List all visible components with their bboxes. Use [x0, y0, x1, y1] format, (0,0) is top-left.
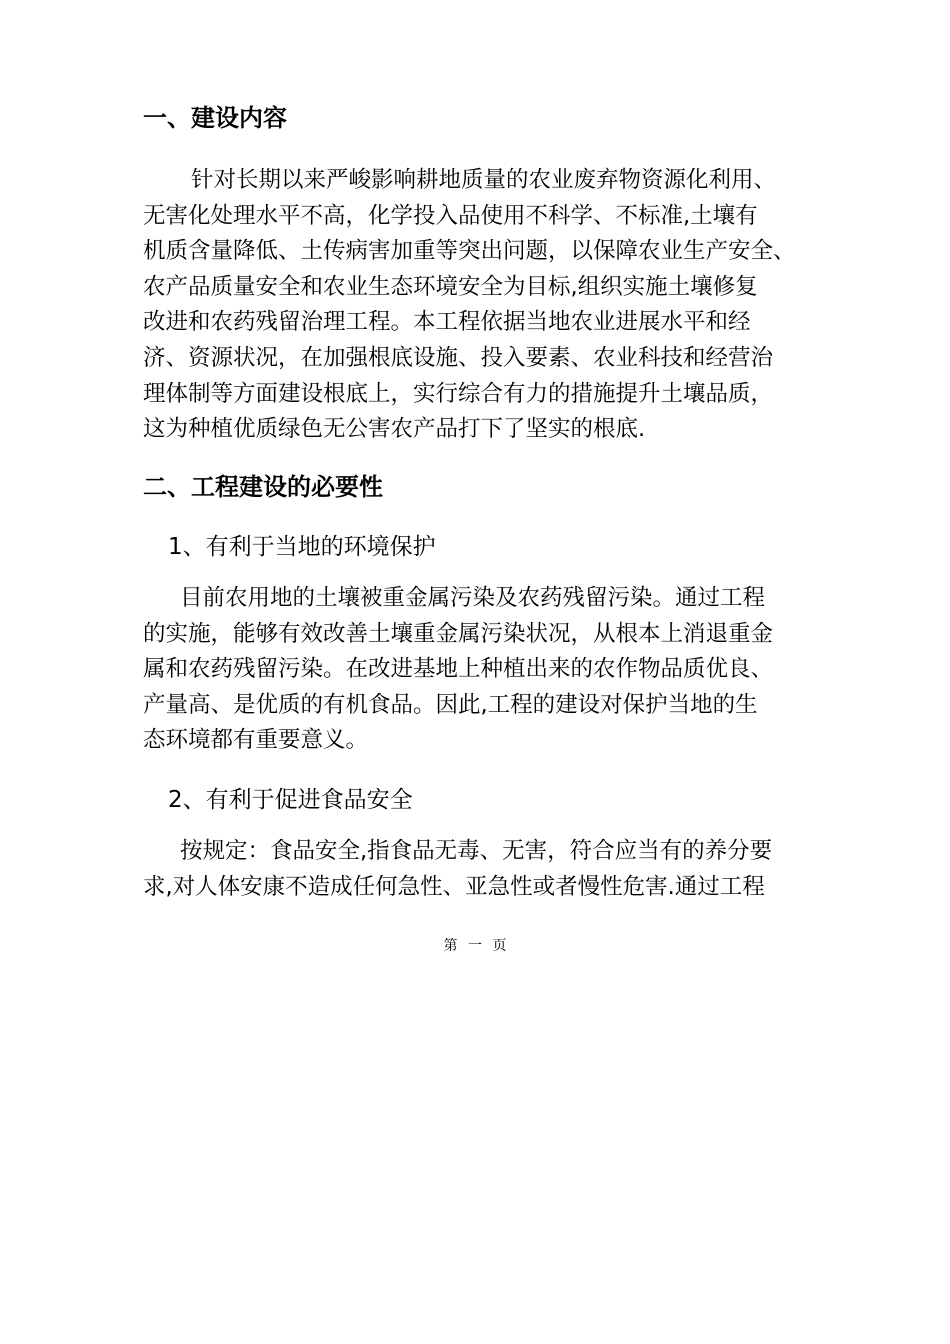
section-heading-project-necessity: 二、工程建设的必要性: [143, 473, 383, 501]
paragraph-line: 产量高、是优质的有机食品。因此,工程的建设对保护当地的生: [143, 691, 758, 718]
paragraph-line: 无害化处理水平不高，化学投入品使用不科学、不标准,土壤有: [143, 202, 758, 229]
paragraph-line: 济、资源状况，在加强根底设施、投入要素、农业科技和经营治: [143, 344, 774, 371]
paragraph-line: 求,对人体安康不造成任何急性、亚急性或者慢性危害.通过工程: [143, 873, 765, 900]
paragraph-food-safety: [143, 834, 815, 905]
section-heading-construction-content: 一、建设内容: [143, 104, 287, 132]
paragraph-line: 机质含量降低、土传病害加重等突出问题，以保障农业生产安全、: [143, 238, 796, 265]
paragraph-line: 这为种植优质绿色无公害农产品打下了坚实的根底.: [143, 416, 646, 443]
paragraph-construction-content: [143, 163, 815, 448]
paragraph-line: 按规定：食品安全,指食品无毒、无害，符合应当有的养分要: [180, 838, 773, 864]
paragraph-line: 农产品质量安全和农业生态环境安全为目标,组织实施土壤修复: [143, 273, 758, 300]
subsection-title-environment-protection: 1、有利于当地的环境保护: [168, 534, 436, 560]
subsection-title-food-safety: 2、有利于促进食品安全: [168, 787, 413, 813]
paragraph-line: 目前农用地的土壤被重金属污染及农药残留污染。通过工程: [180, 585, 766, 611]
paragraph-line: 改进和农药残留治理工程。本工程依据当地农业进展水平和经: [143, 309, 751, 336]
paragraph-line: 的实施，能够有效改善土壤重金属污染状况，从根本上消退重金: [143, 620, 774, 647]
paragraph-line: 针对长期以来严峻影响耕地质量的农业废弃物资源化利用、: [191, 167, 777, 193]
paragraph-line: 理体制等方面建设根底上，实行综合有力的措施提升土壤品质，: [143, 380, 774, 407]
paragraph-line: 态环境都有重要意义。: [143, 727, 369, 754]
paragraph-line: 属和农药残留污染。在改进基地上种植出来的农作物品质优良、: [143, 656, 774, 683]
page-number-footer: 第 一 页: [443, 938, 507, 954]
paragraph-environment-protection: [143, 581, 815, 759]
